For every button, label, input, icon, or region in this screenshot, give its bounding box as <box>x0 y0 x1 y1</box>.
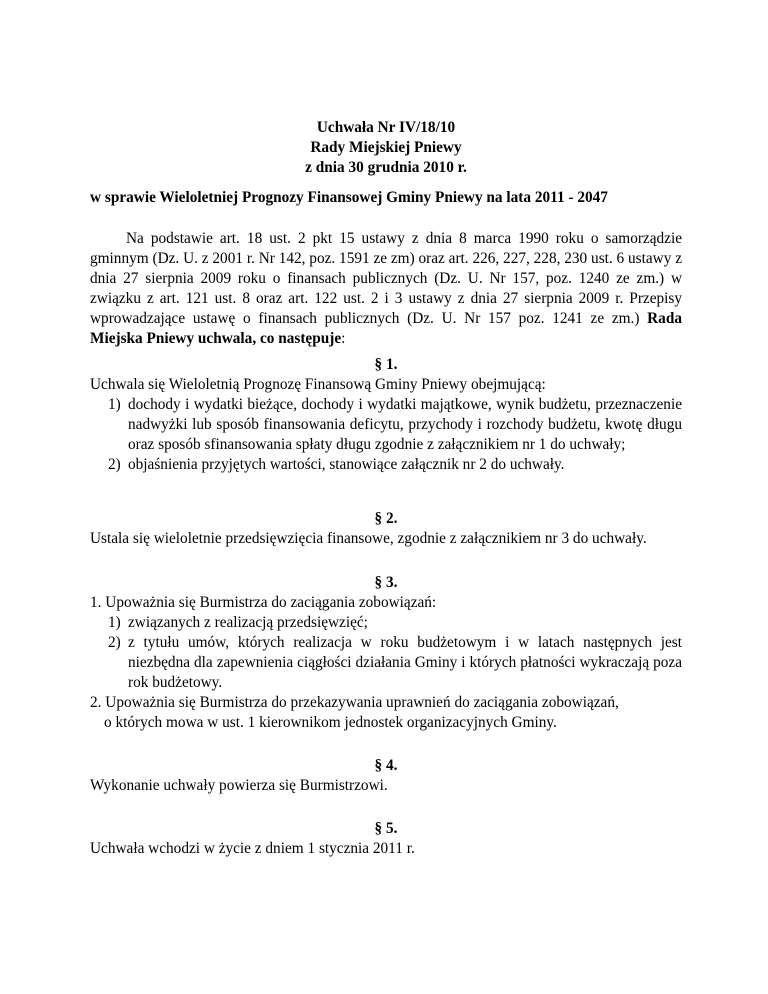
section-3-heading: § 3. <box>374 574 398 591</box>
list-item-number: 2) <box>108 634 121 651</box>
preamble-text: Na podstawie art. 18 ust. 2 pkt 15 ustawy z dnia 8 marca 1990 roku o samorządzie gminnym (Dz. U. z 2001 r. Nr 142, poz. 1591 ze zm) oraz art. 226, 227, 228, 230 ust. 6 ustawy z dnia 27 sierpnia 2009 roku o finansach publicznych (Dz. U. Nr 157, poz. 1240 ze zm.) w związku z art. 121 ust. 8 oraz art. 122 ust. 2 i 3 ustawy z dnia 27 sierpnia 2009 r. Przepisy wprowadzające ustawę o finansach publicznych (Dz. U. Nr 157 poz. 1241 ze zm.) <box>90 230 682 327</box>
list-item-text: dochody i wydatki bieżące, dochody i wydatki majątkowe, wynik budżetu, przeznaczenie nadwyżki lub sposób finansowania deficytu, przychody i rozchody budżetu, kwotę długu oraz sposób sfinansowania spłaty długu zgodnie z załącznikiem nr 1 do uchwały; <box>128 396 682 453</box>
section-5-text: Uchwała wchodzi w życie z dniem 1 stycznia 2011 r. <box>90 840 415 857</box>
section-1-heading: § 1. <box>374 356 398 373</box>
list-item-number: 1) <box>108 614 121 631</box>
section-1-list <box>90 395 682 475</box>
list-item <box>90 455 682 475</box>
preamble <box>90 229 682 349</box>
section-2-text: Ustala się wieloletnie przedsięwzięcia finansowe, zgodnie z załącznikiem nr 3 do uchwały. <box>90 530 647 547</box>
council-name: Rady Miejskiej Pniewy <box>310 139 462 156</box>
list-item <box>90 613 682 633</box>
resolution-date: z dnia 30 grudnia 2010 r. <box>305 159 467 176</box>
section-4-text: Wykonanie uchwały powierza się Burmistrzowi. <box>90 777 388 794</box>
list-item-number: 2) <box>108 456 121 473</box>
preamble-paragraph <box>90 229 682 349</box>
list-item-text: z tytułu umów, których realizacja w roku budżetowym i w latach następnych jest niezbędna dla zapewnienia ciągłości działania Gminy i których płatności wykraczają poza rok budżetowy. <box>128 634 682 691</box>
list-item-text: objaśnienia przyjętych wartości, stanowiące załącznik nr 2 do uchwały. <box>128 456 565 473</box>
section-5-heading: § 5. <box>374 820 398 837</box>
resolution-number: Uchwała Nr IV/18/10 <box>316 119 456 136</box>
list-item <box>90 633 682 693</box>
section-3-point-2-continued: o których mowa w ust. 1 kierownikom jednostek organizacyjnych Gminy. <box>104 714 557 731</box>
list-item-text: związanych z realizacją przedsięwzięć; <box>128 614 368 631</box>
section-3-point-1: 1. Upoważnia się Burmistrza do zaciągania zobowiązań: <box>90 594 437 611</box>
list-item <box>90 395 682 455</box>
section-3-point-2: 2. Upoważnia się Burmistrza do przekazywania uprawnień do zaciągania zobowiązań, <box>90 694 619 711</box>
list-item-number: 1) <box>108 396 121 413</box>
resolution-subject: w sprawie Wieloletniej Prognozy Finansowej Gminy Pniewy na lata 2011 - 2047 <box>90 189 608 206</box>
section-4-heading: § 4. <box>374 757 398 774</box>
preamble-closing: Rada Miejska Pniewy uchwala, co następuje <box>90 310 682 347</box>
resolution-header <box>90 118 682 178</box>
section-3-list <box>90 613 682 693</box>
preamble-colon: : <box>341 330 346 347</box>
section-1-intro: Uchwala się Wieloletnią Prognozę Finansową Gminy Pniewy obejmującą: <box>90 376 546 393</box>
section-2-heading: § 2. <box>374 510 398 527</box>
